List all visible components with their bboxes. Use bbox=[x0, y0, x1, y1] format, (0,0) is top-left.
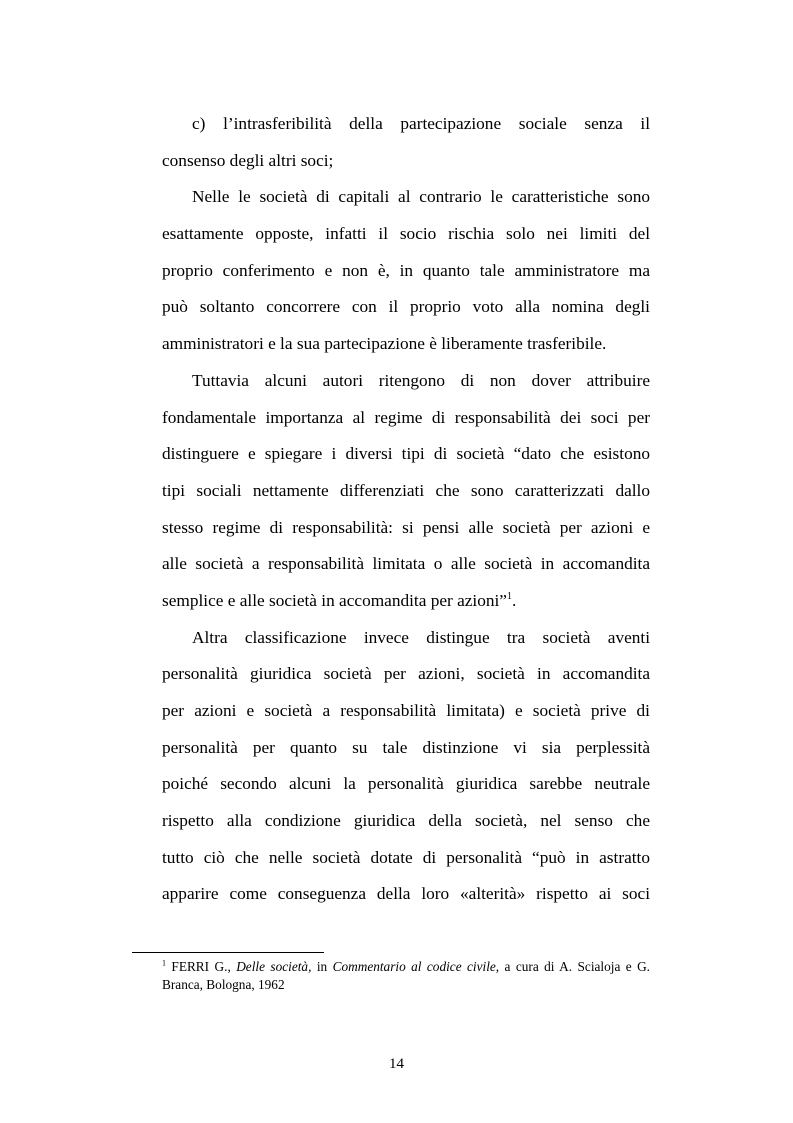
text-line: Nelle le società di capitali al contrario le caratteristiche sono bbox=[192, 187, 650, 207]
text-line: apparire come conseguenza della loro «alterità» rispetto ai soci bbox=[162, 884, 650, 904]
footnote-author: FERRI G., bbox=[171, 959, 231, 974]
text-line: amministratori e la sua partecipazione è liberamente trasferibile. bbox=[162, 334, 607, 354]
text-line: tipi sociali nettamente differenziati che sono caratterizzati dallo bbox=[162, 480, 650, 500]
page-number: 14 bbox=[389, 1056, 404, 1072]
text-line: personalità giuridica società per azioni, società in accomandita bbox=[162, 664, 650, 684]
text-line: Altra classificazione invece distingue tra società aventi bbox=[192, 627, 650, 647]
text-line: proprio conferimento e non è, in quanto tale amministratore ma bbox=[162, 260, 650, 280]
text-line: tutto ciò che nelle società dotate di personalità “può in astratto bbox=[162, 847, 650, 867]
footnote-title: Delle società, bbox=[236, 959, 312, 974]
footnote-editors: a cura di A. Scialoja e G. bbox=[504, 959, 651, 974]
footnote-reference[interactable]: 1 bbox=[506, 591, 512, 603]
footnote-separator bbox=[132, 952, 324, 953]
footnote-number: 1 bbox=[162, 958, 166, 968]
sentence-end: . bbox=[511, 590, 517, 610]
text-line: esattamente opposte, infatti il socio rischia solo nei limiti del bbox=[162, 224, 650, 244]
footnote-line bbox=[162, 958, 650, 976]
text-line: distinguere e spiegare i diversi tipi di società “dato che esistono bbox=[162, 444, 650, 464]
text-line: stesso regime di responsabilità: si pensi alle società per azioni e bbox=[162, 517, 650, 537]
body-text bbox=[162, 106, 650, 913]
text-line: può soltanto concorrere con il proprio voto alla nomina degli bbox=[162, 297, 650, 317]
footnote bbox=[162, 958, 650, 994]
footnote-work: Commentario al codice civile, bbox=[332, 959, 500, 974]
text-line: Tuttavia alcuni autori ritengono di non dover attribuire bbox=[192, 370, 650, 390]
text-line: c) l’intrasferibilità della partecipazione sociale senza il bbox=[192, 114, 650, 133]
text-line: consenso degli altri soci; bbox=[162, 150, 334, 170]
text-line: rispetto alla condizione giuridica della società, nel senso che bbox=[162, 811, 650, 831]
text-line-content: semplice e alle società in accomandita per azioni” bbox=[162, 590, 507, 610]
text-line: per azioni e società a responsabilità limitata) e società prive di bbox=[162, 701, 650, 720]
text-line bbox=[162, 583, 650, 620]
footnote-in: in bbox=[316, 959, 328, 974]
text-line: alle società a responsabilità limitata o alle società in accomandita bbox=[162, 554, 650, 574]
text-line: fondamentale importanza al regime di responsabilità dei soci per bbox=[162, 407, 650, 427]
text-line: personalità per quanto su tale distinzione vi sia perplessità bbox=[162, 737, 650, 757]
footnote-line: Branca, Bologna, 1962 bbox=[162, 977, 285, 992]
text-line: poiché secondo alcuni la personalità giuridica sarebbe neutrale bbox=[162, 774, 650, 794]
